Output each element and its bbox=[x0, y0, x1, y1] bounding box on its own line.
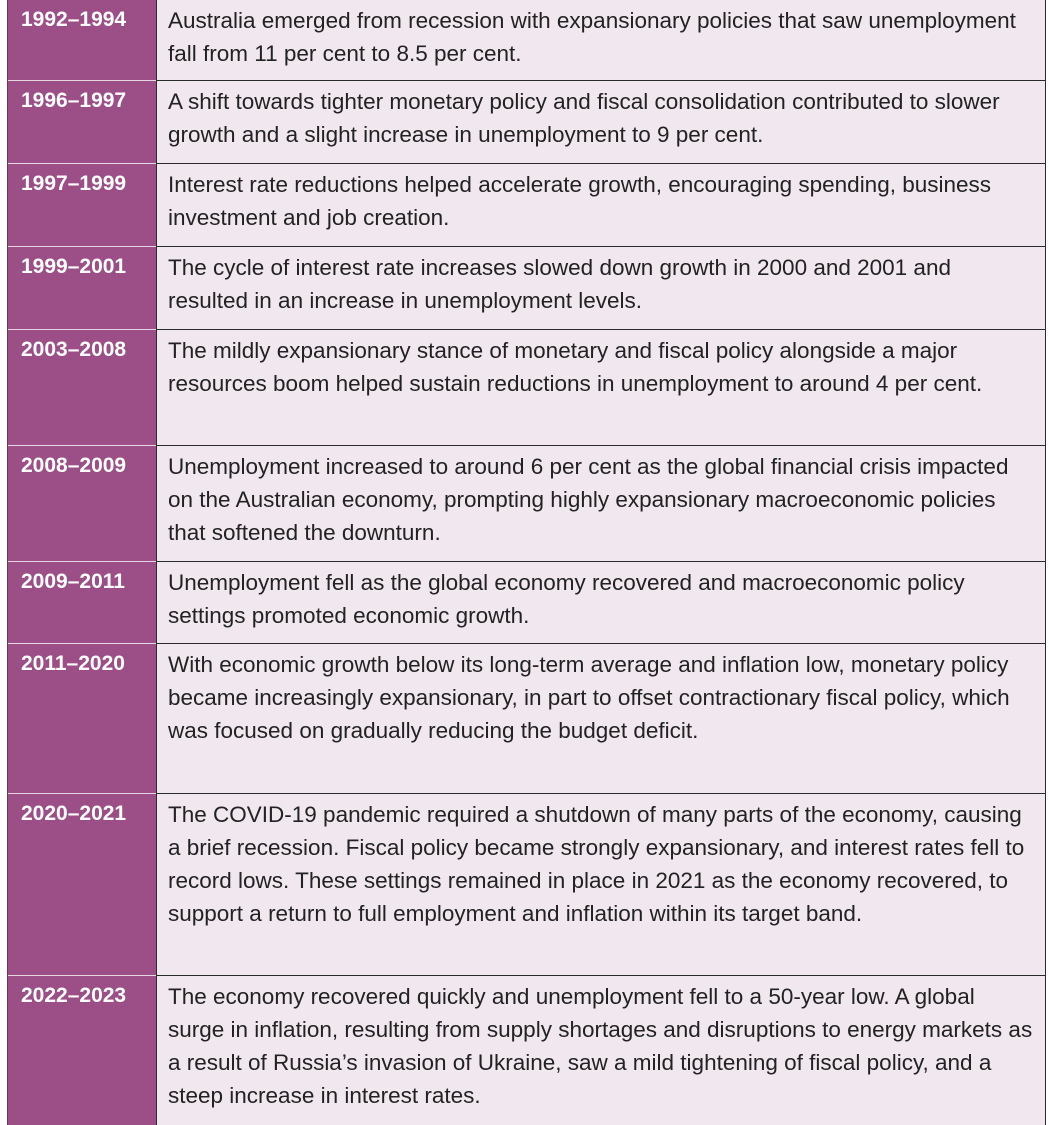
table-row bbox=[8, 163, 1046, 246]
description-cell: Interest rate reductions helped accelerate growth, encouraging spending, business investment and job creation. bbox=[157, 163, 1046, 246]
period-cell: 1999–2001 bbox=[8, 246, 157, 329]
policy-timeline-body bbox=[8, 0, 1046, 1125]
period-cell: 1992–1994 bbox=[8, 0, 157, 80]
period-cell: 2022–2023 bbox=[8, 975, 157, 1125]
description-cell: The mildly expansionary stance of monetary and fiscal policy alongside a major resources boom helped sustain reductions in unemployment to around 4 per cent. bbox=[157, 329, 1046, 445]
description-cell: With economic growth below its long-term average and inflation low, monetary policy became increasingly expansionary, in part to offset contractionary fiscal policy, which was focused on gradually reducing the budget deficit. bbox=[157, 643, 1046, 793]
table-row bbox=[8, 643, 1046, 793]
description-cell: Unemployment fell as the global economy recovered and macroeconomic policy settings promoted economic growth. bbox=[157, 561, 1046, 643]
table-row bbox=[8, 793, 1046, 975]
policy-timeline-table bbox=[7, 0, 1046, 1125]
table-row bbox=[8, 80, 1046, 163]
description-cell: The economy recovered quickly and unemployment fell to a 50-year low. A global surge in inflation, resulting from supply shortages and disruptions to energy markets as a result of Russia’s invasion of Ukraine, saw a mild tightening of fiscal policy, and a steep increase in interest rates. bbox=[157, 975, 1046, 1125]
description-cell: The COVID-19 pandemic required a shutdown of many parts of the economy, causing a brief recession. Fiscal policy became strongly expansionary, and interest rates fell to record lows. These settings remained in place in 2021 as the economy recovered, to support a return to full employment and inflation within its target band. bbox=[157, 793, 1046, 975]
table-row bbox=[8, 246, 1046, 329]
table-row bbox=[8, 975, 1046, 1125]
description-cell: A shift towards tighter monetary policy and fiscal consolidation contributed to slower growth and a slight increase in unemployment to 9 per cent. bbox=[157, 80, 1046, 163]
description-cell: The cycle of interest rate increases slowed down growth in 2000 and 2001 and resulted in an increase in unemployment levels. bbox=[157, 246, 1046, 329]
period-cell: 1997–1999 bbox=[8, 163, 157, 246]
period-cell: 2011–2020 bbox=[8, 643, 157, 793]
period-cell: 2003–2008 bbox=[8, 329, 157, 445]
table-row bbox=[8, 0, 1046, 80]
period-cell: 2020–2021 bbox=[8, 793, 157, 975]
description-cell: Australia emerged from recession with expansionary policies that saw unemployment fall from 11 per cent to 8.5 per cent. bbox=[157, 0, 1046, 80]
table-row bbox=[8, 561, 1046, 643]
period-cell: 1996–1997 bbox=[8, 80, 157, 163]
period-cell: 2009–2011 bbox=[8, 561, 157, 643]
table-row bbox=[8, 445, 1046, 561]
description-cell: Unemployment increased to around 6 per cent as the global financial crisis impacted on the Australian economy, prompting highly expansionary macroeconomic policies that softened the downturn. bbox=[157, 445, 1046, 561]
table-row bbox=[8, 329, 1046, 445]
period-cell: 2008–2009 bbox=[8, 445, 157, 561]
